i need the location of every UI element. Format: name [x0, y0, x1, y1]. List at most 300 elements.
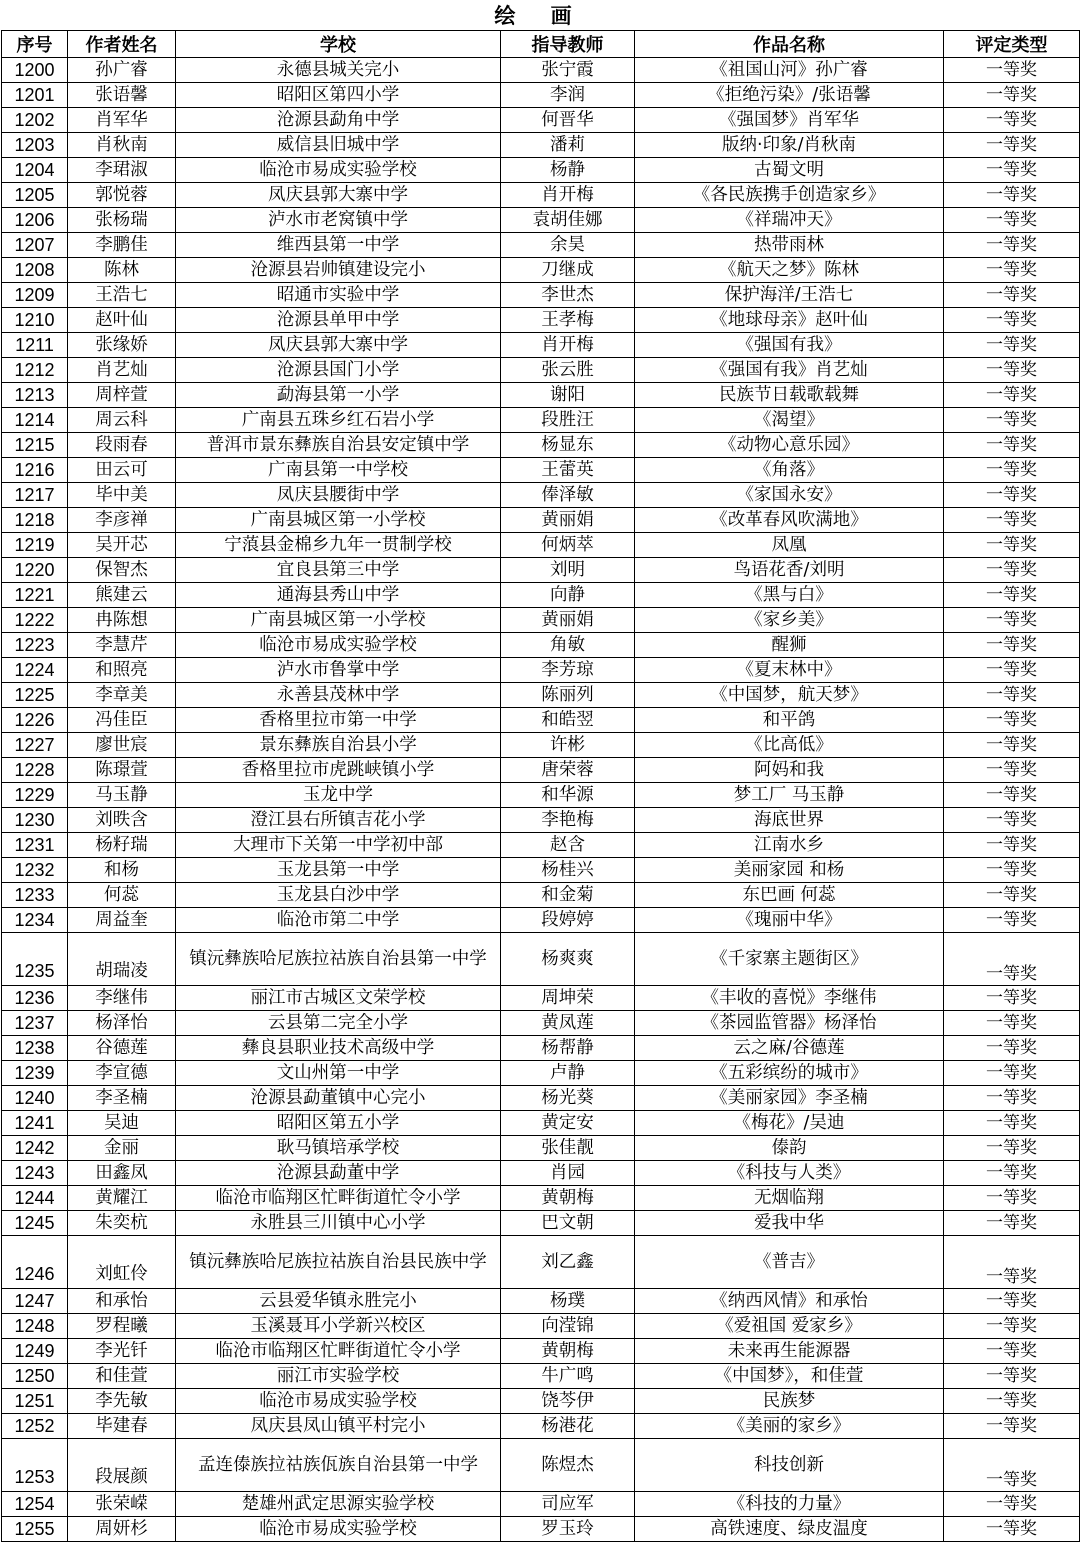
author-name: 李慧芹 [68, 633, 176, 658]
row-number: 1214 [2, 408, 68, 433]
author-name: 周益奎 [68, 908, 176, 933]
author-name: 李彦禅 [68, 508, 176, 533]
work-title: 民族梦 [635, 1389, 944, 1414]
author-name: 胡瑞凌 [68, 933, 176, 986]
award-type: 一等奖 [944, 858, 1080, 883]
award-type: 一等奖 [944, 158, 1080, 183]
author-name: 和佳萱 [68, 1364, 176, 1389]
author-name: 吴开芯 [68, 533, 176, 558]
teacher-name: 杨爽爽 [501, 933, 635, 986]
table-row [2, 683, 1080, 708]
teacher-name: 陈煜杰 [501, 1439, 635, 1492]
work-title: 《夏末林中》 [635, 658, 944, 683]
author-name: 保智杰 [68, 558, 176, 583]
table-row [2, 858, 1080, 883]
teacher-name: 杨璞 [501, 1289, 635, 1314]
table-row [2, 883, 1080, 908]
award-type: 一等奖 [944, 283, 1080, 308]
author-name: 李先敏 [68, 1389, 176, 1414]
teacher-name: 张佳靓 [501, 1136, 635, 1161]
author-name: 金丽 [68, 1136, 176, 1161]
row-number: 1237 [2, 1011, 68, 1036]
row-number: 1212 [2, 358, 68, 383]
author-name: 吴迪 [68, 1111, 176, 1136]
award-type: 一等奖 [944, 1111, 1080, 1136]
row-number: 1202 [2, 108, 68, 133]
row-number: 1223 [2, 633, 68, 658]
work-title: 《纳西风情》和承怡 [635, 1289, 944, 1314]
work-title: 《家乡美》 [635, 608, 944, 633]
author-name: 罗程曦 [68, 1314, 176, 1339]
author-name: 肖艺灿 [68, 358, 176, 383]
table-row [2, 708, 1080, 733]
table-row [2, 583, 1080, 608]
school-name: 永善县茂林中学 [176, 683, 501, 708]
row-number: 1230 [2, 808, 68, 833]
table-row [2, 1186, 1080, 1211]
work-title: 《比高低》 [635, 733, 944, 758]
table-row [2, 608, 1080, 633]
author-name: 田鑫凤 [68, 1161, 176, 1186]
award-type: 一等奖 [944, 333, 1080, 358]
table-row [2, 1161, 1080, 1186]
work-title: 高铁速度、绿皮温度 [635, 1517, 944, 1542]
table-row [2, 133, 1080, 158]
table-row [2, 658, 1080, 683]
author-name: 和照亮 [68, 658, 176, 683]
table-row [2, 1517, 1080, 1542]
award-type: 一等奖 [944, 1339, 1080, 1364]
header-award: 评定类型 [944, 31, 1080, 58]
table-row [2, 1289, 1080, 1314]
school-name: 凤庆县凤山镇平村完小 [176, 1414, 501, 1439]
award-type: 一等奖 [944, 1414, 1080, 1439]
award-type: 一等奖 [944, 1289, 1080, 1314]
school-name: 楚雄州武定思源实验学校 [176, 1492, 501, 1517]
author-name: 周妍杉 [68, 1517, 176, 1542]
work-title: 保护海洋/王浩七 [635, 283, 944, 308]
teacher-name: 张云胜 [501, 358, 635, 383]
award-type: 一等奖 [944, 733, 1080, 758]
table-row [2, 383, 1080, 408]
teacher-name: 潘莉 [501, 133, 635, 158]
teacher-name: 肖园 [501, 1161, 635, 1186]
school-name: 宁蒗县金棉乡九年一贯制学校 [176, 533, 501, 558]
row-number: 1228 [2, 758, 68, 783]
award-type: 一等奖 [944, 533, 1080, 558]
award-type: 一等奖 [944, 908, 1080, 933]
school-name: 临沧市易成实验学校 [176, 158, 501, 183]
work-title: 《强国有我》 [635, 333, 944, 358]
teacher-name: 杨港花 [501, 1414, 635, 1439]
table-row [2, 733, 1080, 758]
school-name: 玉龙县白沙中学 [176, 883, 501, 908]
work-title: 《丰收的喜悦》李继伟 [635, 986, 944, 1011]
award-type: 一等奖 [944, 1517, 1080, 1542]
author-name: 郭悦蓉 [68, 183, 176, 208]
teacher-name: 赵含 [501, 833, 635, 858]
teacher-name: 肖开梅 [501, 333, 635, 358]
author-name: 孙广睿 [68, 58, 176, 83]
school-name: 香格里拉市第一中学 [176, 708, 501, 733]
teacher-name: 肖开梅 [501, 183, 635, 208]
row-number: 1245 [2, 1211, 68, 1236]
row-number: 1217 [2, 483, 68, 508]
row-number: 1207 [2, 233, 68, 258]
table-body [2, 58, 1080, 1542]
author-name: 周梓萱 [68, 383, 176, 408]
table-row [2, 1111, 1080, 1136]
row-number: 1206 [2, 208, 68, 233]
teacher-name: 陈丽列 [501, 683, 635, 708]
school-name: 云县爱华镇永胜完小 [176, 1289, 501, 1314]
row-number: 1216 [2, 458, 68, 483]
school-name: 泸水市鲁掌中学 [176, 658, 501, 683]
teacher-name: 张宁霞 [501, 58, 635, 83]
table-row [2, 1211, 1080, 1236]
school-name: 景东彝族自治县小学 [176, 733, 501, 758]
table-row [2, 908, 1080, 933]
award-type: 一等奖 [944, 883, 1080, 908]
school-name: 广南县第一中学校 [176, 458, 501, 483]
award-type: 一等奖 [944, 1211, 1080, 1236]
award-type: 一等奖 [944, 583, 1080, 608]
teacher-name: 段婷婷 [501, 908, 635, 933]
author-name: 何蕊 [68, 883, 176, 908]
table-row [2, 158, 1080, 183]
award-type: 一等奖 [944, 433, 1080, 458]
teacher-name: 李艳梅 [501, 808, 635, 833]
school-name: 耿马镇培承学校 [176, 1136, 501, 1161]
header-work: 作品名称 [635, 31, 944, 58]
teacher-name: 角敏 [501, 633, 635, 658]
award-type: 一等奖 [944, 183, 1080, 208]
teacher-name: 向滢锦 [501, 1314, 635, 1339]
school-name: 昭通市实验中学 [176, 283, 501, 308]
school-name: 昭阳区第四小学 [176, 83, 501, 108]
table-row [2, 58, 1080, 83]
work-title: 爱我中华 [635, 1211, 944, 1236]
work-title: 阿妈和我 [635, 758, 944, 783]
teacher-name: 段胜汪 [501, 408, 635, 433]
row-number: 1240 [2, 1086, 68, 1111]
award-type: 一等奖 [944, 458, 1080, 483]
author-name: 李圣楠 [68, 1086, 176, 1111]
row-number: 1250 [2, 1364, 68, 1389]
award-type: 一等奖 [944, 633, 1080, 658]
table-row [2, 558, 1080, 583]
award-type: 一等奖 [944, 508, 1080, 533]
award-type: 一等奖 [944, 933, 1080, 986]
table-row [2, 458, 1080, 483]
row-number: 1227 [2, 733, 68, 758]
work-title: 热带雨林 [635, 233, 944, 258]
table-row [2, 633, 1080, 658]
teacher-name: 卢静 [501, 1061, 635, 1086]
school-name: 普洱市景东彝族自治县安定镇中学 [176, 433, 501, 458]
author-name: 和杨 [68, 858, 176, 883]
work-title: 云之麻/谷德莲 [635, 1036, 944, 1061]
award-type: 一等奖 [944, 1492, 1080, 1517]
work-title: 《中国梦》，和佳萱 [635, 1364, 944, 1389]
work-title: 《美丽家园》李圣楠 [635, 1086, 944, 1111]
table-row [2, 508, 1080, 533]
header-no: 序号 [2, 31, 68, 58]
table-row [2, 808, 1080, 833]
table-row [2, 1314, 1080, 1339]
row-number: 1246 [2, 1236, 68, 1289]
row-number: 1244 [2, 1186, 68, 1211]
work-title: 未来再生能源器 [635, 1339, 944, 1364]
teacher-name: 巴文朝 [501, 1211, 635, 1236]
row-number: 1215 [2, 433, 68, 458]
work-title: 《地球母亲》赵叶仙 [635, 308, 944, 333]
author-name: 冯佳臣 [68, 708, 176, 733]
table-row [2, 1439, 1080, 1492]
work-title: 《美丽的家乡》 [635, 1414, 944, 1439]
row-number: 1254 [2, 1492, 68, 1517]
teacher-name: 王蕾英 [501, 458, 635, 483]
school-name: 广南县五珠乡红石岩小学 [176, 408, 501, 433]
header-row [2, 31, 1080, 58]
school-name: 临沧市临翔区忙畔街道忙令小学 [176, 1339, 501, 1364]
school-name: 凤庆县腰街中学 [176, 483, 501, 508]
row-number: 1242 [2, 1136, 68, 1161]
award-type: 一等奖 [944, 308, 1080, 333]
teacher-name: 刘乙鑫 [501, 1236, 635, 1289]
table-row [2, 183, 1080, 208]
author-name: 毕建春 [68, 1414, 176, 1439]
work-title: 古蜀文明 [635, 158, 944, 183]
school-name: 沧源县单甲中学 [176, 308, 501, 333]
award-type: 一等奖 [944, 1314, 1080, 1339]
table-row [2, 783, 1080, 808]
work-title: 《黑与白》 [635, 583, 944, 608]
work-title: 《祖国山河》孙广睿 [635, 58, 944, 83]
work-title: 《梅花》/吴迪 [635, 1111, 944, 1136]
teacher-name: 黄丽娟 [501, 508, 635, 533]
author-name: 杨籽瑞 [68, 833, 176, 858]
table-row [2, 1011, 1080, 1036]
work-title: 科技创新 [635, 1439, 944, 1492]
teacher-name: 饶芩伊 [501, 1389, 635, 1414]
table-row [2, 1364, 1080, 1389]
row-number: 1232 [2, 858, 68, 883]
table-row [2, 1389, 1080, 1414]
award-type: 一等奖 [944, 208, 1080, 233]
table-row [2, 483, 1080, 508]
author-name: 李继伟 [68, 986, 176, 1011]
work-title: 《普吉》 [635, 1236, 944, 1289]
award-type: 一等奖 [944, 133, 1080, 158]
school-name: 维西县第一中学 [176, 233, 501, 258]
work-title: 《渴望》 [635, 408, 944, 433]
award-type: 一等奖 [944, 83, 1080, 108]
table-row [2, 833, 1080, 858]
teacher-name: 周坤荣 [501, 986, 635, 1011]
work-title: 梦工厂 马玉静 [635, 783, 944, 808]
table-row [2, 758, 1080, 783]
teacher-name: 杨光葵 [501, 1086, 635, 1111]
row-number: 1224 [2, 658, 68, 683]
author-name: 毕中美 [68, 483, 176, 508]
row-number: 1209 [2, 283, 68, 308]
award-type: 一等奖 [944, 108, 1080, 133]
award-type: 一等奖 [944, 1061, 1080, 1086]
row-number: 1247 [2, 1289, 68, 1314]
school-name: 沧源县勐董镇中心完小 [176, 1086, 501, 1111]
award-type: 一等奖 [944, 483, 1080, 508]
table-row [2, 283, 1080, 308]
award-type: 一等奖 [944, 1136, 1080, 1161]
table-row [2, 333, 1080, 358]
author-name: 陈林 [68, 258, 176, 283]
work-title: 海底世界 [635, 808, 944, 833]
row-number: 1203 [2, 133, 68, 158]
teacher-name: 和华源 [501, 783, 635, 808]
work-title: 民族节日载歌载舞 [635, 383, 944, 408]
table-row [2, 1339, 1080, 1364]
row-number: 1255 [2, 1517, 68, 1542]
author-name: 马玉静 [68, 783, 176, 808]
row-number: 1210 [2, 308, 68, 333]
table-row [2, 433, 1080, 458]
school-name: 玉溪聂耳小学新兴校区 [176, 1314, 501, 1339]
teacher-name: 黄朝梅 [501, 1186, 635, 1211]
work-title: 醒狮 [635, 633, 944, 658]
school-name: 沧源县岩帅镇建设完小 [176, 258, 501, 283]
award-type: 一等奖 [944, 1186, 1080, 1211]
teacher-name: 何晋华 [501, 108, 635, 133]
row-number: 1225 [2, 683, 68, 708]
award-type: 一等奖 [944, 808, 1080, 833]
row-number: 1221 [2, 583, 68, 608]
teacher-name: 李世杰 [501, 283, 635, 308]
author-name: 周云科 [68, 408, 176, 433]
table-row [2, 308, 1080, 333]
row-number: 1218 [2, 508, 68, 533]
row-number: 1208 [2, 258, 68, 283]
work-title: 《角落》 [635, 458, 944, 483]
author-name: 李章美 [68, 683, 176, 708]
work-title: 无烟临翔 [635, 1186, 944, 1211]
teacher-name: 黄定安 [501, 1111, 635, 1136]
table-row [2, 1136, 1080, 1161]
award-type: 一等奖 [944, 1439, 1080, 1492]
author-name: 朱奕杭 [68, 1211, 176, 1236]
school-name: 昭阳区第五小学 [176, 1111, 501, 1136]
award-type: 一等奖 [944, 986, 1080, 1011]
teacher-name: 何炳萃 [501, 533, 635, 558]
work-title: 《科技的力量》 [635, 1492, 944, 1517]
award-type: 一等奖 [944, 658, 1080, 683]
teacher-name: 刘明 [501, 558, 635, 583]
table-row [2, 233, 1080, 258]
school-name: 镇沅彝族哈尼族拉祜族自治县第一中学 [176, 933, 501, 986]
row-number: 1248 [2, 1314, 68, 1339]
author-name: 谷德莲 [68, 1036, 176, 1061]
work-title: 凤凰 [635, 533, 944, 558]
school-name: 临沧市易成实验学校 [176, 1517, 501, 1542]
school-name: 大理市下关第一中学初中部 [176, 833, 501, 858]
school-name: 广南县城区第一小学校 [176, 608, 501, 633]
school-name: 沧源县国门小学 [176, 358, 501, 383]
work-title: 东巴画 何蕊 [635, 883, 944, 908]
teacher-name: 杨显东 [501, 433, 635, 458]
school-name: 镇沅彝族哈尼族拉祜族自治县民族中学 [176, 1236, 501, 1289]
award-type: 一等奖 [944, 383, 1080, 408]
teacher-name: 谢阳 [501, 383, 635, 408]
row-number: 1239 [2, 1061, 68, 1086]
author-name: 张荣嵘 [68, 1492, 176, 1517]
author-name: 刘虹伶 [68, 1236, 176, 1289]
author-name: 李珺淑 [68, 158, 176, 183]
school-name: 永德县城关完小 [176, 58, 501, 83]
work-title: 《中国梦，航天梦》 [635, 683, 944, 708]
row-number: 1234 [2, 908, 68, 933]
teacher-name: 黄凤莲 [501, 1011, 635, 1036]
row-number: 1241 [2, 1111, 68, 1136]
teacher-name: 杨桂兴 [501, 858, 635, 883]
school-name: 文山州第一中学 [176, 1061, 501, 1086]
table-row [2, 533, 1080, 558]
author-name: 廖世宸 [68, 733, 176, 758]
row-number: 1249 [2, 1339, 68, 1364]
work-title: 《瑰丽中华》 [635, 908, 944, 933]
work-title: 《爱祖国 爱家乡》 [635, 1314, 944, 1339]
teacher-name: 李润 [501, 83, 635, 108]
author-name: 黄耀江 [68, 1186, 176, 1211]
award-type: 一等奖 [944, 1389, 1080, 1414]
work-title: 美丽家园 和杨 [635, 858, 944, 883]
table-row [2, 83, 1080, 108]
row-number: 1253 [2, 1439, 68, 1492]
work-title: 《各民族携手创造家乡》 [635, 183, 944, 208]
award-type: 一等奖 [944, 683, 1080, 708]
author-name: 张缘娇 [68, 333, 176, 358]
award-type: 一等奖 [944, 608, 1080, 633]
work-title: 《祥瑞冲天》 [635, 208, 944, 233]
work-title: 江南水乡 [635, 833, 944, 858]
row-number: 1219 [2, 533, 68, 558]
award-type: 一等奖 [944, 408, 1080, 433]
author-name: 田云可 [68, 458, 176, 483]
school-name: 玉龙中学 [176, 783, 501, 808]
row-number: 1201 [2, 83, 68, 108]
table-row [2, 1086, 1080, 1111]
table-row [2, 933, 1080, 986]
work-title: 版纳·印象/肖秋南 [635, 133, 944, 158]
author-name: 和承怡 [68, 1289, 176, 1314]
author-name: 肖秋南 [68, 133, 176, 158]
school-name: 凤庆县郭大寨中学 [176, 333, 501, 358]
row-number: 1243 [2, 1161, 68, 1186]
school-name: 通海县秀山中学 [176, 583, 501, 608]
award-type: 一等奖 [944, 758, 1080, 783]
award-type: 一等奖 [944, 1036, 1080, 1061]
author-name: 杨泽怡 [68, 1011, 176, 1036]
work-title: 《科技与人类》 [635, 1161, 944, 1186]
table-row [2, 986, 1080, 1011]
award-type: 一等奖 [944, 1011, 1080, 1036]
author-name: 段展颜 [68, 1439, 176, 1492]
author-name: 肖军华 [68, 108, 176, 133]
teacher-name: 罗玉玲 [501, 1517, 635, 1542]
row-number: 1238 [2, 1036, 68, 1061]
school-name: 广南县城区第一小学校 [176, 508, 501, 533]
author-name: 冉陈想 [68, 608, 176, 633]
school-name: 临沧市易成实验学校 [176, 633, 501, 658]
